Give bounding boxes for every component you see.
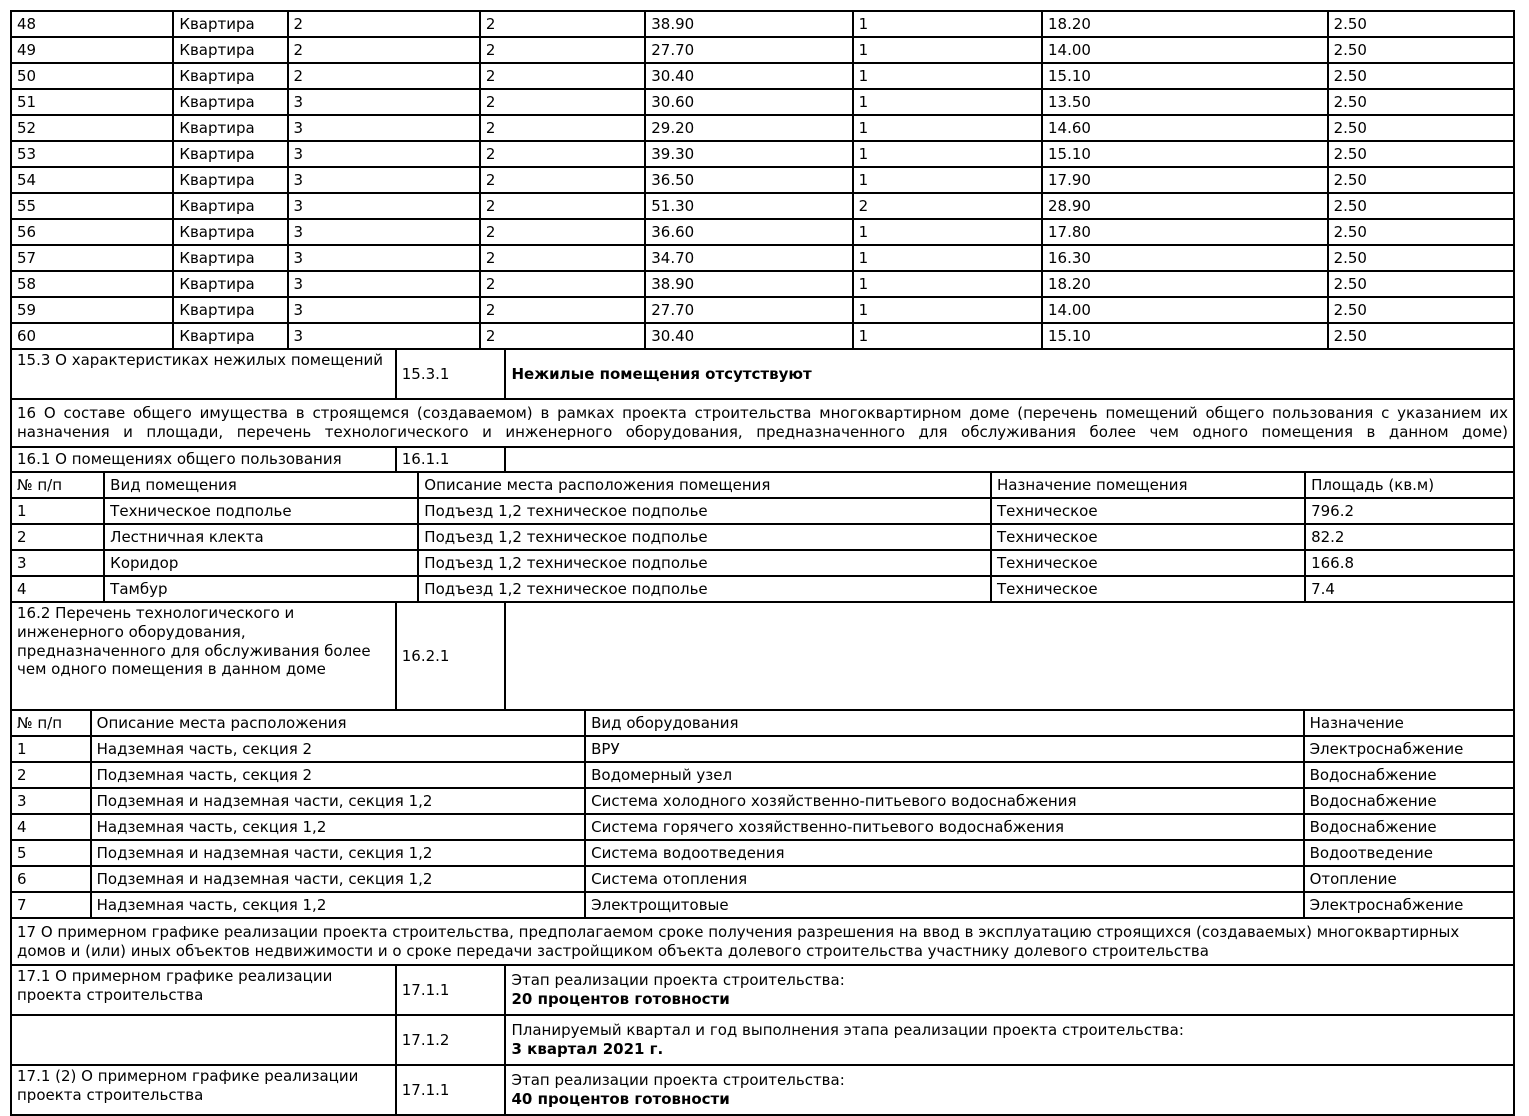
section-16-2-label: 16.2 Перечень технологического и инженерного оборудования, предназначенного для обслуживания более чем одного помещения в данном доме <box>11 602 396 710</box>
table-cell: 2 <box>11 762 91 788</box>
table-row <box>11 271 1514 297</box>
table-cell: 34.70 <box>645 245 852 271</box>
table-row <box>11 788 1514 814</box>
table-cell: 54 <box>11 167 173 193</box>
table-cell: 1 <box>853 141 1042 167</box>
table-row <box>11 1015 1514 1065</box>
schedule-row-content <box>505 1065 1514 1115</box>
common-rooms-rows <box>11 498 1514 602</box>
table-cell: 3 <box>288 271 480 297</box>
table-cell: 2.50 <box>1328 63 1514 89</box>
table-cell: 18.20 <box>1042 271 1328 297</box>
schedule-row-code: 17.1.2 <box>396 1015 506 1065</box>
table-row <box>11 245 1514 271</box>
table-row <box>11 576 1514 602</box>
table-cell: 2.50 <box>1328 219 1514 245</box>
table-cell: 2 <box>288 63 480 89</box>
column-header: Вид помещения <box>104 472 418 498</box>
table-cell: 15.10 <box>1042 323 1328 349</box>
table-cell: 38.90 <box>645 271 852 297</box>
table-cell: 2 <box>480 11 645 37</box>
table-cell: Подъезд 1,2 техническое подполье <box>418 498 991 524</box>
section-16-1-label: 16.1 О помещениях общего пользования <box>11 447 396 472</box>
table-row <box>11 399 1514 447</box>
table-row <box>11 323 1514 349</box>
table-cell: Водоснабжение <box>1304 762 1514 788</box>
equipment-rows <box>11 736 1514 918</box>
table-cell: 2.50 <box>1328 89 1514 115</box>
table-cell: 3 <box>288 193 480 219</box>
section-15-3-label: 15.3 О характеристиках нежилых помещений <box>11 349 396 399</box>
schedule-value: 40 процентов готовности <box>511 1090 730 1108</box>
schedule-value: 3 квартал 2021 г. <box>511 1040 664 1058</box>
column-header: № п/п <box>11 472 104 498</box>
table-cell: 2 <box>480 63 645 89</box>
table-cell: 36.60 <box>645 219 852 245</box>
section-15-3-code: 15.3.1 <box>396 349 506 399</box>
table-header-row <box>11 710 1514 736</box>
table-cell: Надземная часть, секция 2 <box>91 736 585 762</box>
table-cell: Подъезд 1,2 техническое подполье <box>418 524 991 550</box>
table-header-row <box>11 472 1514 498</box>
table-cell: 2 <box>480 245 645 271</box>
table-cell: Квартира <box>173 323 287 349</box>
table-cell: 2 <box>480 297 645 323</box>
column-header: Назначение <box>1304 710 1514 736</box>
column-header: № п/п <box>11 710 91 736</box>
table-cell: Тамбур <box>104 576 418 602</box>
table-cell: 59 <box>11 297 173 323</box>
table-cell: 1 <box>853 37 1042 63</box>
table-cell: Квартира <box>173 37 287 63</box>
table-row <box>11 918 1514 965</box>
table-cell: Отопление <box>1304 866 1514 892</box>
table-cell: 3 <box>11 550 104 576</box>
table-cell: Надземная часть, секция 1,2 <box>91 892 585 918</box>
schedule-table <box>10 964 1515 1116</box>
table-cell: Квартира <box>173 219 287 245</box>
table-cell: 53 <box>11 141 173 167</box>
section-16-header: 16 О составе общего имущества в строящемся (создаваемом) в рамках проекта строительства многоквартирном доме (перечень помещений общего пользования с указанием их назначения и площади, перечень технологического и инженерного оборудования, предназначенного для обслуживания более чем одного помещения в данном доме) <box>11 399 1514 447</box>
table-cell: 3 <box>288 89 480 115</box>
table-cell: 2.50 <box>1328 297 1514 323</box>
table-row <box>11 167 1514 193</box>
column-header: Описание места расположения помещения <box>418 472 991 498</box>
table-cell: Техническое <box>991 576 1305 602</box>
table-cell: 166.8 <box>1305 550 1514 576</box>
table-cell: 55 <box>11 193 173 219</box>
table-cell: 29.20 <box>645 115 852 141</box>
table-cell: 3 <box>288 219 480 245</box>
table-row <box>11 498 1514 524</box>
table-cell: 51.30 <box>645 193 852 219</box>
schedule-intro: Этап реализации проекта строительства: <box>511 1071 845 1090</box>
column-header: Описание места расположения <box>91 710 585 736</box>
table-cell: 30.60 <box>645 89 852 115</box>
table-cell: 2.50 <box>1328 11 1514 37</box>
table-cell: 2.50 <box>1328 37 1514 63</box>
table-row <box>11 63 1514 89</box>
table-cell: Квартира <box>173 167 287 193</box>
table-cell: 48 <box>11 11 173 37</box>
table-cell: Электроснабжение <box>1304 736 1514 762</box>
section-17-header: 17 О примерном графике реализации проекта строительства, предполагаемом сроке получения разрешения на ввод в эксплуатацию строящихся (создаваемых) многоквартирных домов и (или) иных объектов недвижимости и о сроке передачи застройщиком объекта долевого строительства участнику долевого строительства <box>11 918 1514 965</box>
table-row <box>11 866 1514 892</box>
table-cell: Подъезд 1,2 техническое подполье <box>418 576 991 602</box>
table-cell: 15.10 <box>1042 141 1328 167</box>
section-16-1-code: 16.1.1 <box>396 447 506 472</box>
table-cell: 7.4 <box>1305 576 1514 602</box>
section-16-1-row <box>10 446 1515 473</box>
table-cell: 3 <box>288 141 480 167</box>
schedule-row-label: 17.1 (2) О примерном графике реализации проекта строительства <box>11 1065 396 1115</box>
table-cell: 3 <box>288 167 480 193</box>
common-rooms-table <box>10 471 1515 603</box>
table-cell: 2 <box>480 89 645 115</box>
table-cell: 3 <box>288 297 480 323</box>
table-row <box>11 11 1514 37</box>
table-cell: 2 <box>480 141 645 167</box>
table-cell: 14.60 <box>1042 115 1328 141</box>
table-cell: 13.50 <box>1042 89 1328 115</box>
table-cell: Система отопления <box>585 866 1303 892</box>
table-cell: 2 <box>853 193 1042 219</box>
table-cell: 2 <box>480 193 645 219</box>
table-cell: 1 <box>853 167 1042 193</box>
schedule-row-content <box>505 965 1514 1015</box>
section-16-1-empty-cell <box>505 447 1514 472</box>
table-cell: Квартира <box>173 193 287 219</box>
apartments-table-body <box>11 11 1514 349</box>
table-row <box>11 1065 1514 1115</box>
table-cell: 49 <box>11 37 173 63</box>
table-cell: 796.2 <box>1305 498 1514 524</box>
table-cell: 6 <box>11 866 91 892</box>
table-cell: 39.30 <box>645 141 852 167</box>
table-cell: Квартира <box>173 63 287 89</box>
table-cell: 18.20 <box>1042 11 1328 37</box>
table-cell: 2.50 <box>1328 193 1514 219</box>
table-cell: 17.90 <box>1042 167 1328 193</box>
section-15-3-row <box>10 348 1515 400</box>
table-row <box>11 349 1514 399</box>
table-cell: 2 <box>11 524 104 550</box>
section-17-header-row <box>10 917 1515 966</box>
schedule-row-label <box>11 1015 396 1065</box>
schedule-intro: Планируемый квартал и год выполнения этапа реализации проекта строительства: <box>511 1021 1184 1040</box>
table-cell: 4 <box>11 576 104 602</box>
schedule-row-content <box>505 1015 1514 1065</box>
table-cell: 27.70 <box>645 297 852 323</box>
table-cell: 52 <box>11 115 173 141</box>
table-cell: Надземная часть, секция 1,2 <box>91 814 585 840</box>
section-15-3-value: Нежилые помещения отсутствуют <box>505 349 1514 399</box>
table-row <box>11 524 1514 550</box>
table-cell: 16.30 <box>1042 245 1328 271</box>
equipment-table-header <box>11 710 1514 736</box>
column-header: Вид оборудования <box>585 710 1303 736</box>
table-cell: 51 <box>11 89 173 115</box>
table-row <box>11 219 1514 245</box>
table-cell: 58 <box>11 271 173 297</box>
table-row <box>11 37 1514 63</box>
table-cell: 2 <box>480 219 645 245</box>
table-cell: Лестничная клекта <box>104 524 418 550</box>
table-cell: Техническое подполье <box>104 498 418 524</box>
table-cell: 2 <box>480 323 645 349</box>
table-cell: Квартира <box>173 245 287 271</box>
column-header: Площадь (кв.м) <box>1305 472 1514 498</box>
table-cell: 30.40 <box>645 323 852 349</box>
table-cell: Коридор <box>104 550 418 576</box>
table-row <box>11 814 1514 840</box>
table-cell: Квартира <box>173 271 287 297</box>
table-cell: 1 <box>853 11 1042 37</box>
table-row <box>11 115 1514 141</box>
table-cell: Квартира <box>173 11 287 37</box>
section-16-2-row <box>10 601 1515 711</box>
table-cell: 1 <box>853 271 1042 297</box>
table-cell: 4 <box>11 814 91 840</box>
document-page <box>10 10 1515 1116</box>
table-cell: 2 <box>480 115 645 141</box>
table-cell: Водоснабжение <box>1304 814 1514 840</box>
table-cell: Квартира <box>173 115 287 141</box>
table-cell: 1 <box>853 245 1042 271</box>
table-cell: 3 <box>288 115 480 141</box>
table-cell: Квартира <box>173 89 287 115</box>
table-cell: 28.90 <box>1042 193 1328 219</box>
schedule-row-label: 17.1 О примерном графике реализации проекта строительства <box>11 965 396 1015</box>
section-16-2-empty-cell <box>505 602 1514 710</box>
table-cell: 56 <box>11 219 173 245</box>
table-row <box>11 193 1514 219</box>
table-cell: Водоснабжение <box>1304 788 1514 814</box>
table-row <box>11 736 1514 762</box>
table-cell: 1 <box>853 297 1042 323</box>
table-row <box>11 89 1514 115</box>
apartments-table <box>10 10 1515 350</box>
table-cell: 3 <box>288 323 480 349</box>
table-cell: 1 <box>11 498 104 524</box>
table-cell: 5 <box>11 840 91 866</box>
schedule-intro: Этап реализации проекта строительства: <box>511 971 845 990</box>
table-cell: 1 <box>853 219 1042 245</box>
table-cell: 2 <box>288 11 480 37</box>
table-cell: 82.2 <box>1305 524 1514 550</box>
table-row <box>11 141 1514 167</box>
table-cell: 3 <box>288 245 480 271</box>
table-cell: Система горячего хозяйственно-питьевого водоснабжения <box>585 814 1303 840</box>
table-row <box>11 447 1514 472</box>
table-cell: Квартира <box>173 297 287 323</box>
table-row <box>11 550 1514 576</box>
table-cell: 1 <box>853 63 1042 89</box>
table-cell: 1 <box>11 736 91 762</box>
table-cell: Подземная и надземная части, секция 1,2 <box>91 840 585 866</box>
table-cell: Подъезд 1,2 техническое подполье <box>418 550 991 576</box>
table-cell: 2.50 <box>1328 323 1514 349</box>
table-cell: ВРУ <box>585 736 1303 762</box>
table-cell: 2.50 <box>1328 141 1514 167</box>
table-cell: 1 <box>853 89 1042 115</box>
table-row <box>11 892 1514 918</box>
table-cell: 7 <box>11 892 91 918</box>
table-cell: Квартира <box>173 141 287 167</box>
table-cell: Электроснабжение <box>1304 892 1514 918</box>
table-cell: 17.80 <box>1042 219 1328 245</box>
table-row <box>11 297 1514 323</box>
table-cell: 2 <box>288 37 480 63</box>
table-row <box>11 965 1514 1015</box>
schedule-row-code: 17.1.1 <box>396 965 506 1015</box>
table-cell: Техническое <box>991 550 1305 576</box>
table-cell: 30.40 <box>645 63 852 89</box>
table-cell: 2 <box>480 271 645 297</box>
table-row <box>11 762 1514 788</box>
table-cell: 57 <box>11 245 173 271</box>
table-cell: Электрощитовые <box>585 892 1303 918</box>
table-cell: Подземная и надземная части, секция 1,2 <box>91 788 585 814</box>
equipment-table <box>10 709 1515 919</box>
common-rooms-table-body <box>11 472 1514 498</box>
table-cell: 2.50 <box>1328 245 1514 271</box>
table-cell: 2.50 <box>1328 167 1514 193</box>
table-cell: Водомерный узел <box>585 762 1303 788</box>
table-cell: 2 <box>480 167 645 193</box>
table-cell: Система водоотведения <box>585 840 1303 866</box>
table-cell: 2.50 <box>1328 115 1514 141</box>
table-cell: 50 <box>11 63 173 89</box>
table-cell: 38.90 <box>645 11 852 37</box>
column-header: Назначение помещения <box>991 472 1305 498</box>
table-row <box>11 840 1514 866</box>
table-cell: 27.70 <box>645 37 852 63</box>
table-cell: 2.50 <box>1328 271 1514 297</box>
table-cell: 1 <box>853 323 1042 349</box>
table-cell: Водоотведение <box>1304 840 1514 866</box>
table-cell: 15.10 <box>1042 63 1328 89</box>
schedule-row-code: 17.1.1 <box>396 1065 506 1115</box>
table-cell: Техническое <box>991 524 1305 550</box>
table-cell: 14.00 <box>1042 297 1328 323</box>
schedule-value: 20 процентов готовности <box>511 990 730 1008</box>
table-cell: 1 <box>853 115 1042 141</box>
section-16-header-row <box>10 398 1515 448</box>
table-cell: Техническое <box>991 498 1305 524</box>
table-cell: 36.50 <box>645 167 852 193</box>
table-cell: 2 <box>480 37 645 63</box>
table-cell: 3 <box>11 788 91 814</box>
table-row <box>11 602 1514 710</box>
section-16-2-code: 16.2.1 <box>396 602 506 710</box>
table-cell: Подземная часть, секция 2 <box>91 762 585 788</box>
table-cell: 14.00 <box>1042 37 1328 63</box>
table-cell: Система холодного хозяйственно-питьевого водоснабжения <box>585 788 1303 814</box>
table-cell: Подземная и надземная части, секция 1,2 <box>91 866 585 892</box>
table-cell: 60 <box>11 323 173 349</box>
